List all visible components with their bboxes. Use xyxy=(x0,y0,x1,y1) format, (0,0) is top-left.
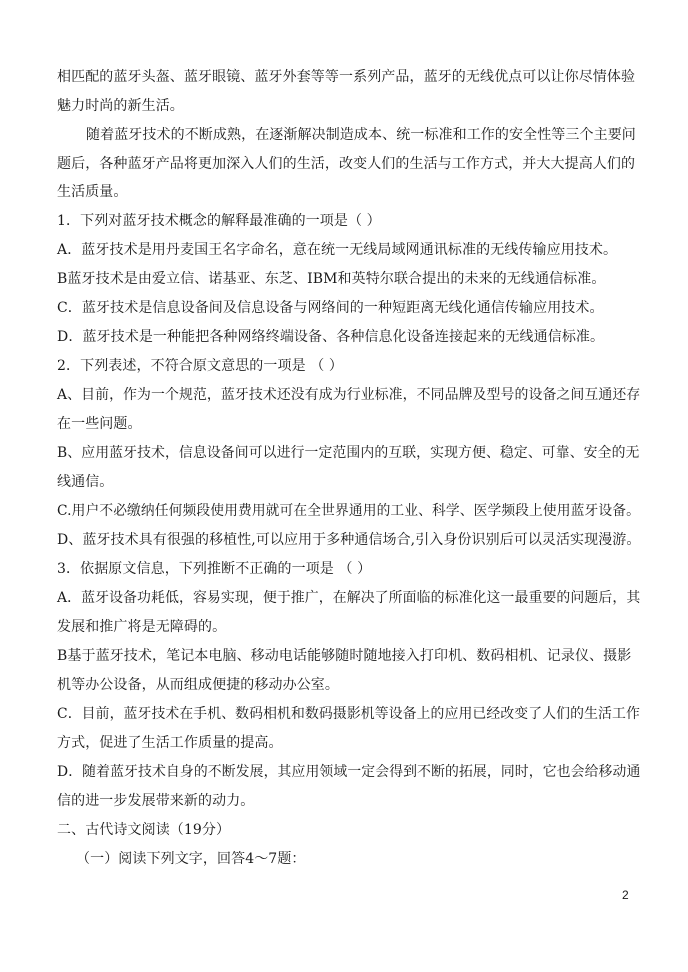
answer-option: 发展和推广将是无障碍的。 xyxy=(57,619,227,635)
text-line: 随着蓝牙技术的不断成熟，在逐渐解决制造成本、统一标准和工作的安全性等三个主要问 xyxy=(86,127,636,143)
answer-option: 在一些问题。 xyxy=(57,416,142,432)
answer-option: C.用户不必缴纳任何频段使用费用就可在全世界通用的工业、科学、医学频段上使用蓝牙设备。 xyxy=(57,503,640,519)
page-number: 2 xyxy=(622,888,629,902)
question-stem: 2．下列表述，不符合原文意思的一项是 （ ） xyxy=(57,358,344,374)
text-line: 题后，各种蓝牙产品将更加深入人们的生活，改变人们的生活与工作方式，并大大提高人们的 xyxy=(57,156,636,172)
answer-option: B蓝牙技术是由爱立信、诺基亚、东芝、IBM和英特尔联合提出的未来的无线通信标准。 xyxy=(57,271,606,287)
section-heading: 二、古代诗文阅读（19分） xyxy=(57,822,231,838)
answer-option: C．蓝牙技术是信息设备间及信息设备与网络间的一种短距离无线化通信传输应用技术。 xyxy=(57,300,604,316)
answer-option: A、目前，作为一个规范，蓝牙技术还没有成为行业标准，不同品牌及型号的设备之间互通还存 xyxy=(57,387,641,403)
answer-option: C．目前，蓝牙技术在手机、数码相机和数码摄影机等设备上的应用已经改变了人们的生活工作 xyxy=(57,706,640,722)
answer-option: 机等办公设备，从而组成便捷的移动办公室。 xyxy=(57,677,339,693)
answer-option: D．随着蓝牙技术自身的不断发展，其应用领域一定会得到不断的拓展，同时，它也会给移动通 xyxy=(57,764,641,780)
answer-option: A．蓝牙技术是用丹麦国王名字命名，意在统一无线局域网通讯标准的无线传输应用技术。 xyxy=(57,242,618,258)
answer-option: 信的进一步发展带来新的动力。 xyxy=(57,793,255,809)
section-subheading: （一）阅读下列文字，回答4～7题： xyxy=(76,851,306,867)
answer-option: B、应用蓝牙技术，信息设备间可以进行一定范围内的互联，实现方便、稳定、可靠、安全的无 xyxy=(57,445,640,461)
question-stem: 1．下列对蓝牙技术概念的解释最准确的一项是（ ） xyxy=(57,213,381,229)
answer-option: 方式，促进了生活工作质量的提高。 xyxy=(57,735,283,751)
text-line: 生活质量。 xyxy=(57,184,128,200)
text-line: 相匹配的蓝牙头盔、蓝牙眼镜、蓝牙外套等等一系列产品，蓝牙的无线优点可以让你尽情体验 xyxy=(57,69,636,85)
answer-option: B基于蓝牙技术，笔记本电脑、移动电话能够随时随地接入打印机、数码相机、记录仪、摄影 xyxy=(57,648,632,664)
answer-option: 线通信。 xyxy=(57,474,114,490)
question-stem: 3．依据原文信息，下列推断不正确的一项是 （ ） xyxy=(57,561,372,577)
answer-option: D．蓝牙技术是一种能把各种网络终端设备、各种信息化设备连接起来的无线通信标准。 xyxy=(57,329,605,345)
answer-option: D、蓝牙技术具有很强的移植性,可以应用于多种通信场合,引入身份识别后可以灵活实现漫游。 xyxy=(57,532,641,548)
text-line: 魅力时尚的新生活。 xyxy=(57,98,184,114)
answer-option: A．蓝牙设备功耗低，容易实现，便于推广，在解决了所面临的标准化这一最重要的问题后，其 xyxy=(57,590,641,606)
